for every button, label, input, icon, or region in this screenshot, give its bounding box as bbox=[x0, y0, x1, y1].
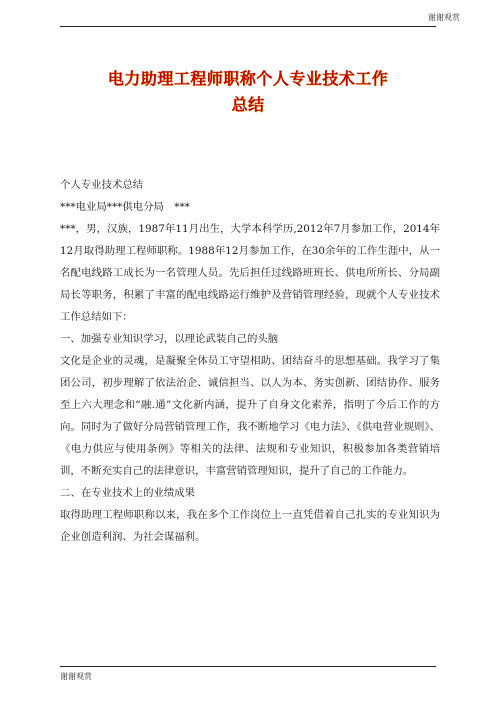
footer-divider bbox=[60, 666, 436, 667]
document-title bbox=[60, 66, 436, 118]
title-line-2: 总结 bbox=[231, 95, 265, 114]
paragraph-section-2: 取得助理工程师职称以来，我在多个工作岗位上一直凭借着自己扎实的专业知识为企业创造利润、为社会谋福利。 bbox=[60, 509, 440, 543]
section-heading-2: 二、在专业技术上的业绩成果 bbox=[60, 487, 196, 499]
title-line-1: 电力助理工程师职称个人专业技术工作 bbox=[107, 69, 389, 88]
footer-note: 谢谢观赏 bbox=[60, 672, 92, 681]
document-body bbox=[60, 174, 440, 548]
section-heading-1: 一、加强专业知识学习，以理论武装自己的头脑 bbox=[60, 333, 279, 345]
header-divider bbox=[60, 26, 436, 27]
paragraph-author-unit: ***电业局***供电分局 *** bbox=[60, 201, 190, 213]
paragraph-subtitle: 个人专业技术总结 bbox=[60, 179, 144, 191]
paragraph-section-1: 文化是企业的灵魂，是凝聚全体员工守望相助、团结奋斗的思想基础。我学习了集团公司，初步理解了依法治企、诚信担当、以人为本、务实创新、团结协作、服务至上六大理念和“融.通”文化新内涵，提升了自身文化素养，指明了今后工作的方向。同时为了做好分局营销管理工作，我不断地学习《电力法》、《供电营业规则》、《电力供应与使用条例》等相关的法律、法规和专业知识，积极参加各类营销培训，不断充实自己的法律意识，丰富营销管理知识，提升了自己的工作能力。 bbox=[60, 355, 440, 477]
paragraph-intro: ***，男，汉族，1987年11月出生，大学本科学历,2012年7月参加工作，2014年12月取得助理工程师职称。1988年12月参加工作，在30余年的工作生涯中，从一名配电线路工成长为一名管理人员。先后担任过线路班班长、供电所所长、分局副局长等职务，积累了丰富的配电线路运行维护及营销管理经验，现就个人专业技术工作总结如下： bbox=[60, 223, 440, 323]
header-note: 谢谢观赏 bbox=[428, 13, 460, 22]
